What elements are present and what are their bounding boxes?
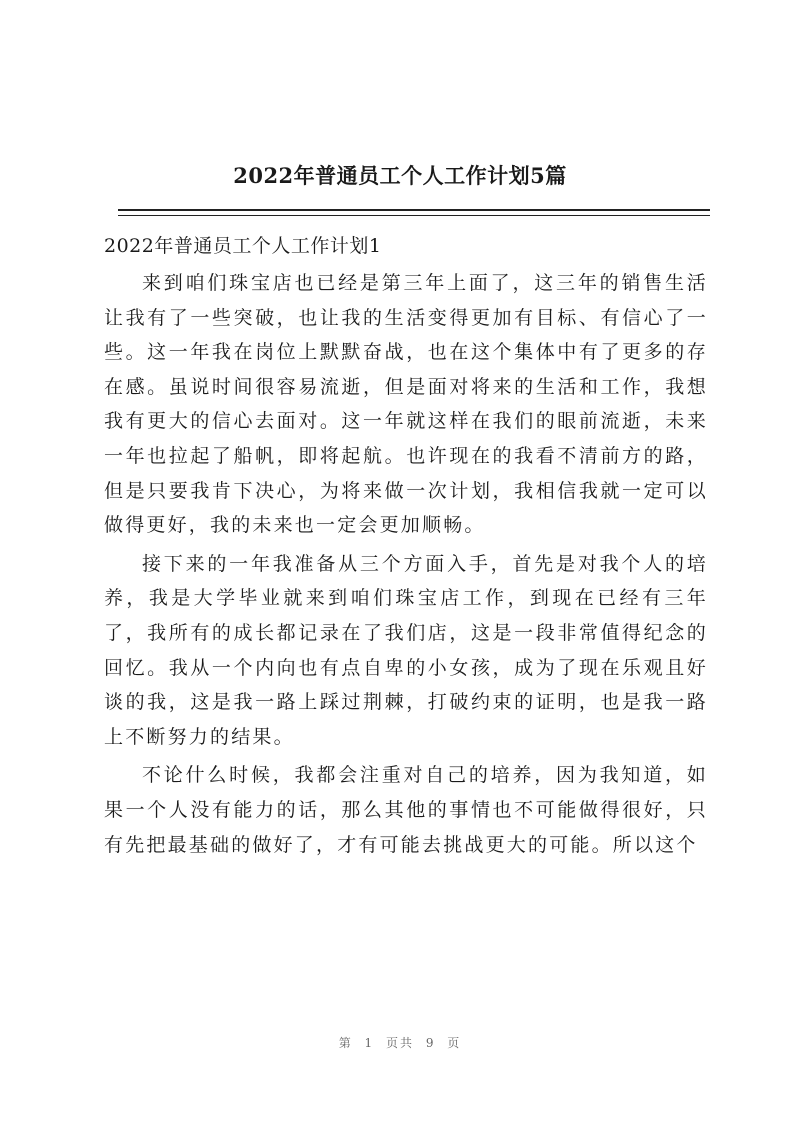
paragraph-2: 接下来的一年我准备从三个方面入手，首先是对我个人的培养，我是大学毕业就来到咱们珠宝店工作，到现在已经有三年了，我所有的成长都记录在了我们店，这是一段非常值得纪念的回忆。我从一个内向也有点自卑的小女孩，成为了现在乐观且好谈的我，这是我一路上踩过荆棘，打破约束的证明，也是我一路上不断努力的结果。 xyxy=(104,552,708,748)
paragraph-1: 来到咱们珠宝店也已经是第三年上面了，这三年的销售生活让我有了一些突破，也让我的生活变得更加有目标、有信心了一些。这一年我在岗位上默默奋战，也在这个集体中有了更多的存在感。虽说时间很容易流逝，但是面对将来的生活和工作，我想我有更大的信心去面对。这一年就这样在我们的眼前流逝，未来一年也拉起了船帆，即将起航。也许现在的我看不清前方的路，但是只要我肯下决心，为将来做一次计划，我相信我就一定可以做得更好，我的未来也一定会更加顺畅。 xyxy=(104,272,708,537)
page-number-footer: 第 1 页共 9 页 xyxy=(338,1036,462,1050)
title-divider xyxy=(118,209,710,211)
paragraph-3: 不论什么时候，我都会注重对自己的培养，因为我知道，如果一个人没有能力的话，那么其他的事情也不可能做得很好，只有先把最基础的做好了，才有可能去挑战更大的可能。所以这个 xyxy=(104,764,708,856)
document-body xyxy=(104,231,708,866)
title-divider-thin xyxy=(118,215,710,216)
document-title: 2022年普通员工个人工作计划5篇 xyxy=(233,163,567,188)
section-heading: 2022年普通员工个人工作计划1 xyxy=(104,235,382,257)
